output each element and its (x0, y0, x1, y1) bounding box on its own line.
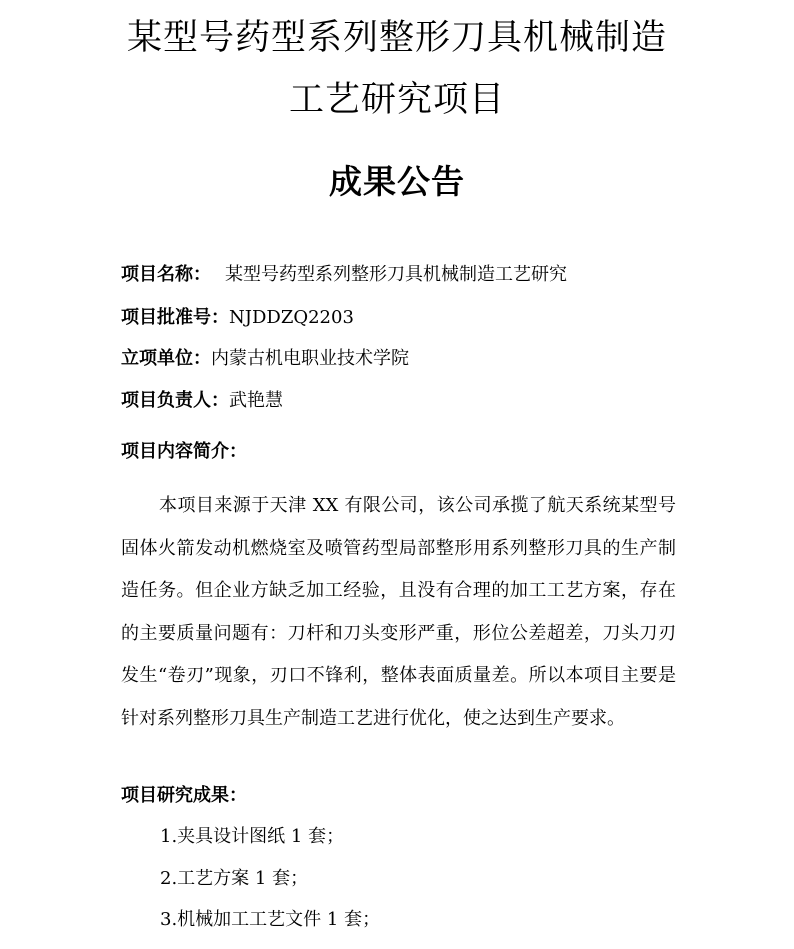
project-name-value: 某型号药型系列整形刀具机械制造工艺研究 (225, 264, 567, 285)
project-unit-label: 立项单位： (121, 348, 211, 369)
project-name-label: 项目名称： (121, 264, 211, 285)
intro-heading: 项目内容简介： (121, 441, 247, 462)
project-name-field (121, 261, 567, 289)
project-unit-field (121, 345, 409, 373)
result-item: 1.夹具设计图纸 1 套； (160, 826, 345, 847)
result-item: 3.机械加工工艺文件 1 套； (160, 909, 381, 930)
project-leader-label: 项目负责人： (121, 390, 229, 411)
document-subtitle: 成果公告 (329, 162, 465, 201)
result-item: 2.工艺方案 1 套； (160, 868, 309, 889)
project-unit-value: 内蒙古机电职业技术学院 (211, 348, 409, 369)
results-heading: 项目研究成果： (121, 785, 247, 806)
approval-number-label: 项目批准号： (121, 307, 229, 328)
document-title-line-2: 工艺研究项目 (288, 80, 505, 120)
project-leader-field (121, 387, 283, 415)
document-title-line-1: 某型号药型系列整形刀具机械制造 (126, 18, 667, 58)
project-leader-value: 武艳慧 (229, 390, 283, 411)
approval-number-value: NJDDZQ2203 (229, 307, 354, 328)
approval-number-field (121, 304, 354, 332)
intro-paragraph: 本项目来源于天津 XX 有限公司，该公司承揽了航天系统某型号固体火箭发动机燃烧室及喷管药型局部整形用系列整形刀具的生产制造任务。但企业方缺乏加工经验，且没有合理的加工工艺方案，存在的主要质量问题有：刀杆和刀头变形严重，形位公差超差，刀头刀刃发生“卷刃”现象，刃口不锋利，整体表面质量差。所以本项目主要是针对系列整形刀具生产制造工艺进行优化，使之达到生产要求。 (121, 495, 676, 729)
